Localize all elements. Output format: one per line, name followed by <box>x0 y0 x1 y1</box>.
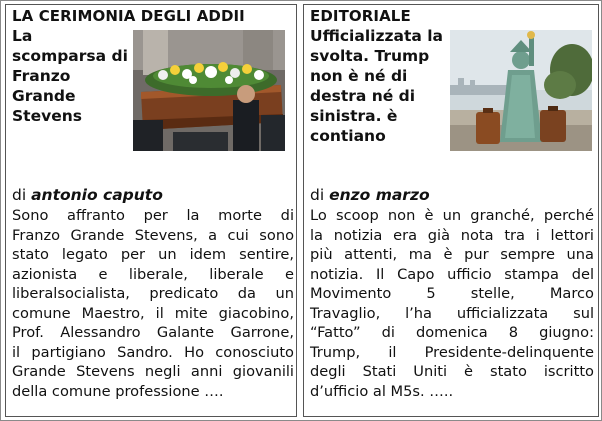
excerpt-line: Travaglio, l’ha ufficializzata sul <box>310 304 594 322</box>
author-name[interactable]: enzo marzo <box>329 186 430 204</box>
excerpt-line: Movimento 5 stelle, Marco <box>310 285 594 302</box>
section-kicker: EDITORIALE <box>310 7 411 25</box>
byline-prefix: di <box>12 186 32 204</box>
excerpt-line: azionista e liberale, liberale e <box>12 265 294 283</box>
excerpt-line: stato legato per un idem sentire, <box>12 246 294 263</box>
article-headline[interactable]: Ufficializzata la svolta. Trump non è né di destra né di sinistra. è contiano <box>310 27 443 145</box>
section-kicker: LA CERIMONIA DEGLI ADDII <box>12 7 245 25</box>
excerpt-line: liberalsocialista, predicato da un <box>12 285 294 302</box>
excerpt-line: notizia. Il Capo ufficio stampa del <box>310 265 594 283</box>
excerpt-line: d’ufficio al M5s. ….. <box>310 382 454 400</box>
excerpt-line: comune Maestro, il mite giacobino, <box>12 304 294 322</box>
excerpt-line: della comune professione …. <box>12 382 224 400</box>
funeral-photo[interactable] <box>133 30 285 151</box>
author-name[interactable]: antonio caputo <box>31 186 163 204</box>
excerpt-line: Lo scoop non è un granché, perché <box>310 207 594 224</box>
excerpt-line: Franzo Grande Stevens, a cui sono <box>12 226 294 244</box>
excerpt-line: il partigiano Sandro. Ho conosciuto <box>12 343 294 361</box>
byline <box>310 186 430 204</box>
byline <box>12 186 163 204</box>
article-card-right[interactable] <box>303 4 599 417</box>
coffin-with-flowers-image <box>133 30 285 151</box>
excerpt-line: Trump, il Presidente-delinquente <box>310 343 594 361</box>
excerpt-line: degli Stati Uniti è stato iscritto <box>310 363 594 380</box>
article-headline[interactable]: La scomparsa di Franzo Grande Stevens <box>12 27 128 125</box>
article-excerpt <box>12 206 294 401</box>
excerpt-line: più attenti, ma è pur sempre una <box>310 246 594 263</box>
excerpt-line: Sono affranto per la morte di <box>12 207 294 224</box>
statue-with-suitcases-image <box>450 30 592 151</box>
excerpt-line: Grande Stevens negli anni giovanili <box>12 363 294 380</box>
excerpt-line: la notizia era già nota tra i lettori <box>310 226 594 244</box>
statue-of-liberty-photo[interactable] <box>450 30 592 151</box>
article-card-left[interactable] <box>5 4 297 417</box>
excerpt-line: Prof. Alessandro Galante Garrone, <box>12 324 294 341</box>
byline-prefix: di <box>310 186 330 204</box>
article-excerpt <box>310 206 594 401</box>
excerpt-line: “Fatto” di domenica 8 giugno: <box>310 324 594 341</box>
